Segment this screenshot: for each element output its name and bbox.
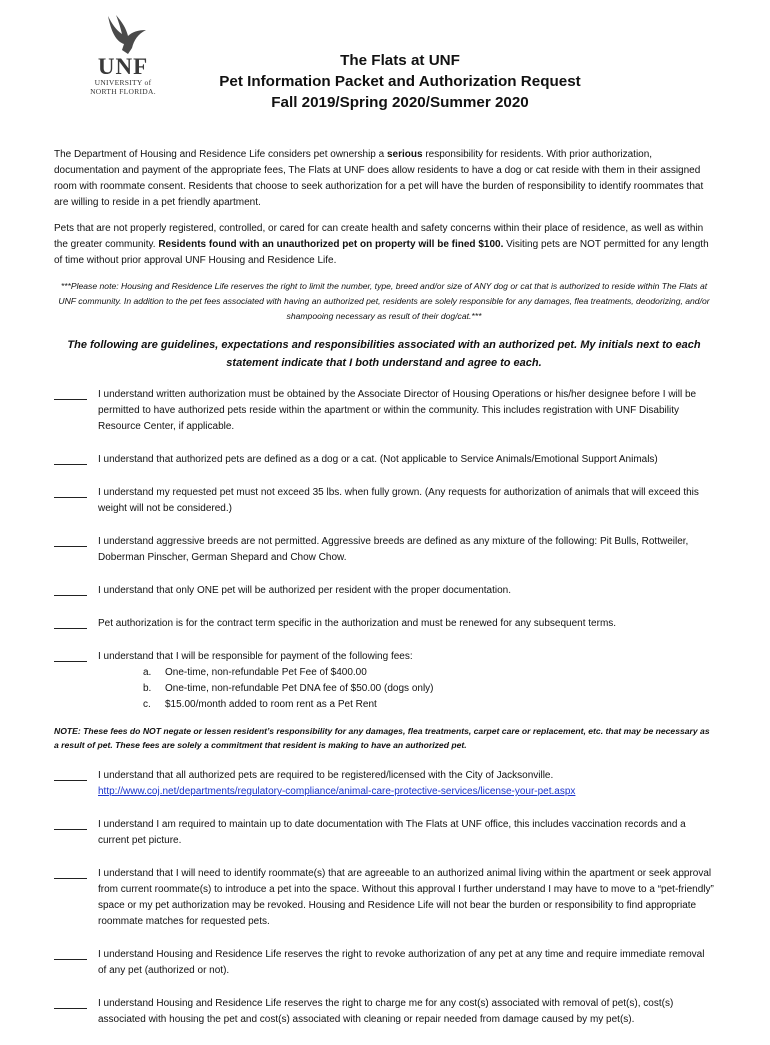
fee-text: One-time, non-refundable Pet Fee of $400.00 <box>165 667 367 678</box>
item-text: I understand my requested pet must not exceed 35 lbs. when fully grown. (Any requests for authorization of animals that will exceed this weight will not be considered.) <box>98 487 699 514</box>
item-text: I understand that authorized pets are defined as a dog or a cat. (Not applicable to Service Animals/Emotional Support Animals) <box>98 454 658 465</box>
initials-blank[interactable] <box>54 996 98 1028</box>
fee-text: $15.00/month added to room rent as a Pet Rent <box>165 699 377 710</box>
fees-intro: I understand that I will be responsible for payment of the following fees: <box>98 651 413 662</box>
initial-item <box>54 534 714 566</box>
initials-blank[interactable] <box>54 583 98 599</box>
registration-text: I understand that all authorized pets are required to be registered/licensed with the City of Jacksonville. <box>98 770 554 781</box>
fee-item <box>143 697 714 713</box>
item-text: I understand that I will need to identify roommate(s) that are agreeable to an authorized animal living within the apartment or seek approval from current roommate(s) to introduce a pet into the space. Without this approval I further understand I may have to move to a “pet-friendly” space or my pet authorization may be revoked. Housing and Residence Life will not bear the burden or responsibility to find appropriate roommate matches for requested pets. <box>98 868 714 927</box>
osprey-icon <box>98 14 148 56</box>
initial-item-fees <box>54 649 714 713</box>
initial-item <box>54 583 714 599</box>
intro-paragraph-2 <box>54 221 714 269</box>
fees-list <box>98 665 714 713</box>
title-line-1: The Flats at UNF <box>340 52 460 69</box>
fee-note: NOTE: These fees do NOT negate or lessen resident’s responsibility for any damages, flea treatments, carpet care or replacement, etc. that may be necessary as a result of pet. These fees are solely a commitment that resident is making to have an authorized pet. <box>54 726 710 750</box>
initial-item <box>54 485 714 517</box>
initial-item <box>54 947 714 979</box>
fee-item <box>143 681 714 697</box>
intro-p1-text: The Department of Housing and Residence Life considers pet ownership a <box>54 149 387 160</box>
title-line-3: Fall 2019/Spring 2020/Summer 2020 <box>271 94 529 111</box>
initial-item <box>54 866 714 930</box>
initial-item <box>54 817 714 849</box>
license-link[interactable]: http://www.coj.net/departments/regulatory-compliance/animal-care-protective-services/license-your-pet.aspx <box>98 786 576 797</box>
initials-blank[interactable] <box>54 485 98 517</box>
initials-blank[interactable] <box>54 768 98 800</box>
title-line-2: Pet Information Packet and Authorization Request <box>219 73 581 90</box>
intro-p2-text-end: Visiting pets are NOT permitted for any length of time without prior approval UNF Housing and Residence Life. <box>54 239 709 266</box>
initials-blank[interactable] <box>54 616 98 632</box>
unf-logo <box>88 14 158 108</box>
item-text: I understand I am required to maintain up to date documentation with The Flats at UNF office, this includes vaccination records and a current pet picture. <box>98 819 686 846</box>
document-body <box>54 147 714 1045</box>
fee-marker: a. <box>143 667 152 678</box>
initials-blank[interactable] <box>54 947 98 979</box>
please-note: ***Please note: Housing and Residence Life reserves the right to limit the number, type, breed and/or size of ANY dog or cat that is authorized to reside within The Flats at UNF community. In addition to the pet fees associated with having an authorized pet, residents are solely responsible for any damages, flea treatments, deodorizing, and/or shampooing necessary as result of their dog/cat.*** <box>58 281 710 321</box>
item-text <box>98 768 714 800</box>
fee-item <box>143 665 714 681</box>
intro-p2-text: Pets that are not properly registered, controlled, or cared for can create health and safety concerns within their place of residence, as well as within the greater community. <box>54 223 704 250</box>
initial-item <box>54 452 714 468</box>
initial-item <box>54 616 714 632</box>
initials-blank[interactable] <box>54 387 98 435</box>
initials-blank[interactable] <box>54 866 98 930</box>
logo-name: UNF <box>97 54 149 79</box>
initials-blank[interactable] <box>54 452 98 468</box>
guidelines-heading: The following are guidelines, expectations and responsibilities associated with an authorized pet. My initials next to each statement indicate that I both understand and agree to each. <box>67 339 701 369</box>
initial-item <box>54 996 714 1028</box>
initial-item-registration <box>54 768 714 800</box>
intro-paragraph-1 <box>54 147 714 211</box>
item-text: I understand written authorization must be obtained by the Associate Director of Housing Operations or his/her designee before I will be permitted to have authorized pets reside within the apartment or within the community. This includes registration with UNF Disability Resource Center, if applicable. <box>98 389 697 432</box>
item-text: I understand aggressive breeds are not permitted. Aggressive breeds are defined as any mixture of the following: Pit Bulls, Rottweiler, Doberman Pinscher, German Shepard and Chow Chow. <box>98 536 689 563</box>
initial-item <box>54 387 714 435</box>
initials-blank[interactable] <box>54 817 98 849</box>
logo-line-2: NORTH FLORIDA. <box>90 87 156 96</box>
item-text: Pet authorization is for the contract term specific in the authorization and must be renewed for any subsequent terms. <box>98 618 617 629</box>
initials-blank[interactable] <box>54 534 98 566</box>
intro-p1-text-end: responsibility for residents. With prior authorization, documentation and payment of the appropriate fees, The Flats at UNF does allow residents to have a dog or cat reside with them in their assigned room with roommate consent. Residents that choose to seek authorization for a pet will have the burden of responsibility to identify roommates that are willing to reside in a pet friendly apartment. <box>54 149 704 208</box>
fee-marker: b. <box>143 683 152 694</box>
fee-marker: c. <box>143 699 151 710</box>
item-text: I understand Housing and Residence Life reserves the right to charge me for any cost(s) associated with removal of pet(s), cost(s) associated with housing the pet and cost(s) associated with cleaning or repair needed from damage caused by my pet(s). <box>98 998 674 1025</box>
fee-text: One-time, non-refundable Pet DNA fee of $50.00 (dogs only) <box>165 683 434 694</box>
initials-blank[interactable] <box>54 649 98 713</box>
logo-line-1: UNIVERSITY of <box>94 78 152 87</box>
intro-p1-bold: serious <box>386 149 423 160</box>
document-title <box>150 50 650 113</box>
item-text: I understand Housing and Residence Life reserves the right to revoke authorization of any pet at any time and require immediate removal of any pet (authorized or not). <box>98 949 705 976</box>
item-text <box>98 649 714 713</box>
intro-p2-bold: Residents found with an unauthorized pet on property will be fined $100. <box>158 239 504 250</box>
item-text: I understand that only ONE pet will be authorized per resident with the proper documentation. <box>98 585 512 596</box>
